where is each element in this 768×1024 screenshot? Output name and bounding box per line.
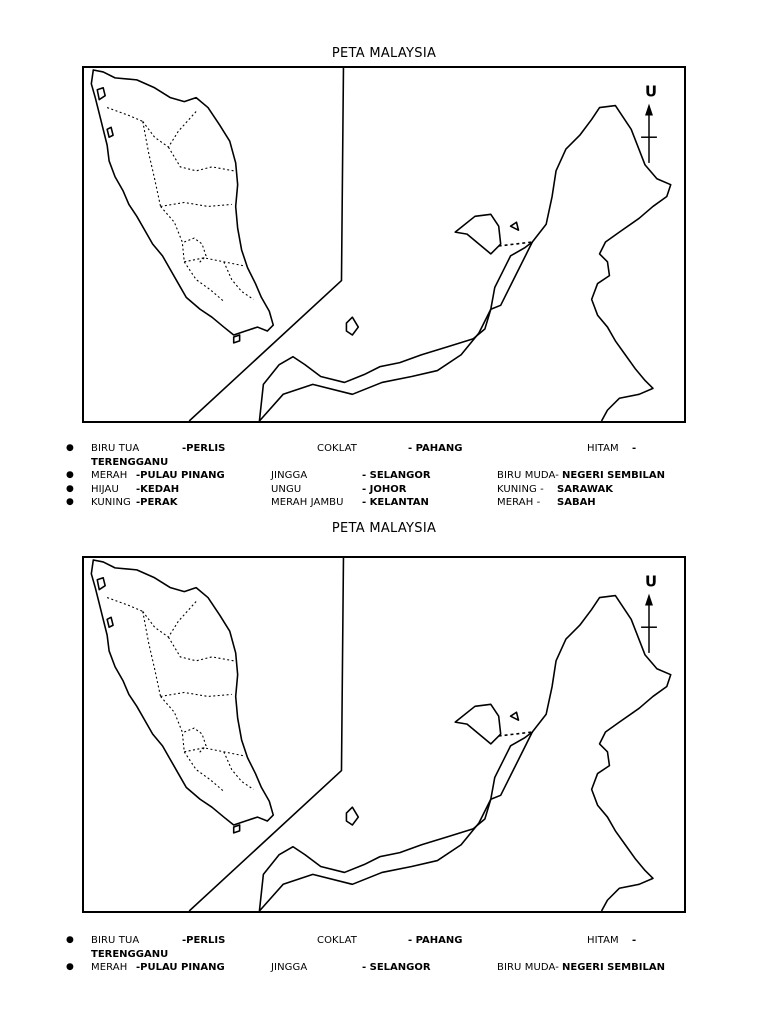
state-color-legend xyxy=(0,443,768,511)
malaysia-map xyxy=(82,66,686,423)
legend-value: - PAHANG xyxy=(408,443,463,454)
bullet-icon: ● xyxy=(66,962,74,972)
legend-row xyxy=(0,935,768,949)
legend-value: - xyxy=(632,935,637,946)
legend-key: BIRU MUDA- xyxy=(497,470,559,481)
legend-value: -PERAK xyxy=(136,497,178,508)
legend-key: JINGGA xyxy=(271,962,308,973)
legend-value: -PERLIS xyxy=(182,443,226,454)
legend-value: -PERLIS xyxy=(182,935,226,946)
legend-key: MERAH JAMBU xyxy=(271,497,344,508)
bullet-icon: ● xyxy=(66,483,74,494)
legend-row xyxy=(0,497,768,511)
legend-row-wrap xyxy=(0,457,768,471)
penang-island xyxy=(97,578,105,590)
legend-value: -PULAU PINANG xyxy=(136,962,225,973)
legend-value: SARAWAK xyxy=(557,483,614,495)
legend-value: - xyxy=(632,443,637,454)
legend-key: BIRU TUA xyxy=(91,935,140,946)
legend-row xyxy=(0,484,768,498)
penang-island xyxy=(97,88,105,100)
inset-divider xyxy=(189,68,343,421)
legend-row xyxy=(0,470,768,484)
legend-value: -PULAU PINANG xyxy=(136,470,225,481)
legend-key: HIJAU xyxy=(91,483,119,495)
brunei xyxy=(455,704,500,744)
bullet-icon: ● xyxy=(66,470,74,480)
map-title: PETA MALAYSIA xyxy=(331,46,437,61)
kalimantan-border xyxy=(259,309,490,421)
inset-divider xyxy=(189,558,343,911)
legend-key: COKLAT xyxy=(317,935,357,946)
legend-key: MERAH xyxy=(91,962,128,973)
legend-key: KUNING - xyxy=(497,483,544,495)
legend-key: JINGGA xyxy=(271,470,308,481)
legend-key: UNGU xyxy=(271,483,302,495)
map-drawing xyxy=(84,68,684,421)
legend-key: MERAH xyxy=(91,470,128,481)
legend-value-wrapped: TERENGGANU xyxy=(91,948,169,960)
bullet-icon: ● xyxy=(66,935,74,945)
borneo-outline xyxy=(259,106,670,421)
legend-key: HITAM xyxy=(587,935,619,946)
legend-key: HITAM xyxy=(587,443,619,454)
borneo-outline xyxy=(259,596,670,911)
legend-row xyxy=(0,962,768,976)
peninsula-outline xyxy=(91,70,273,335)
legend-key: COKLAT xyxy=(317,443,357,454)
map-drawing xyxy=(84,558,684,911)
malaysia-map xyxy=(82,556,686,913)
legend-row xyxy=(0,443,768,457)
legend-value: NEGERI SEMBILAN xyxy=(562,962,665,973)
bullet-icon: ● xyxy=(66,497,74,507)
north-label: U xyxy=(645,83,658,101)
bullet-icon: ● xyxy=(66,443,74,453)
legend-value: - PAHANG xyxy=(408,935,463,946)
brunei xyxy=(455,214,500,254)
north-arrow-icon xyxy=(641,84,657,163)
legend-key: BIRU TUA xyxy=(91,443,140,454)
peninsula-outline xyxy=(91,560,273,825)
map-title: PETA MALAYSIA xyxy=(331,521,437,536)
legend-key: MERAH - xyxy=(497,497,541,508)
legend-value: - SELANGOR xyxy=(362,470,431,481)
state-color-legend xyxy=(0,935,768,976)
legend-key: KUNING xyxy=(91,497,131,508)
legend-value: NEGERI SEMBILAN xyxy=(562,470,665,481)
kalimantan-border xyxy=(259,799,490,911)
north-arrow-icon xyxy=(641,574,657,653)
legend-value: - JOHOR xyxy=(362,483,407,495)
legend-value-wrapped: TERENGGANU xyxy=(91,456,169,468)
legend-value: - SELANGOR xyxy=(362,962,431,973)
legend-value: -KEDAH xyxy=(136,483,180,495)
legend-row-wrap xyxy=(0,949,768,963)
legend-key: BIRU MUDA- xyxy=(497,962,559,973)
legend-value: - KELANTAN xyxy=(362,497,429,508)
legend-value: SABAH xyxy=(557,497,596,508)
north-label: U xyxy=(645,573,658,591)
